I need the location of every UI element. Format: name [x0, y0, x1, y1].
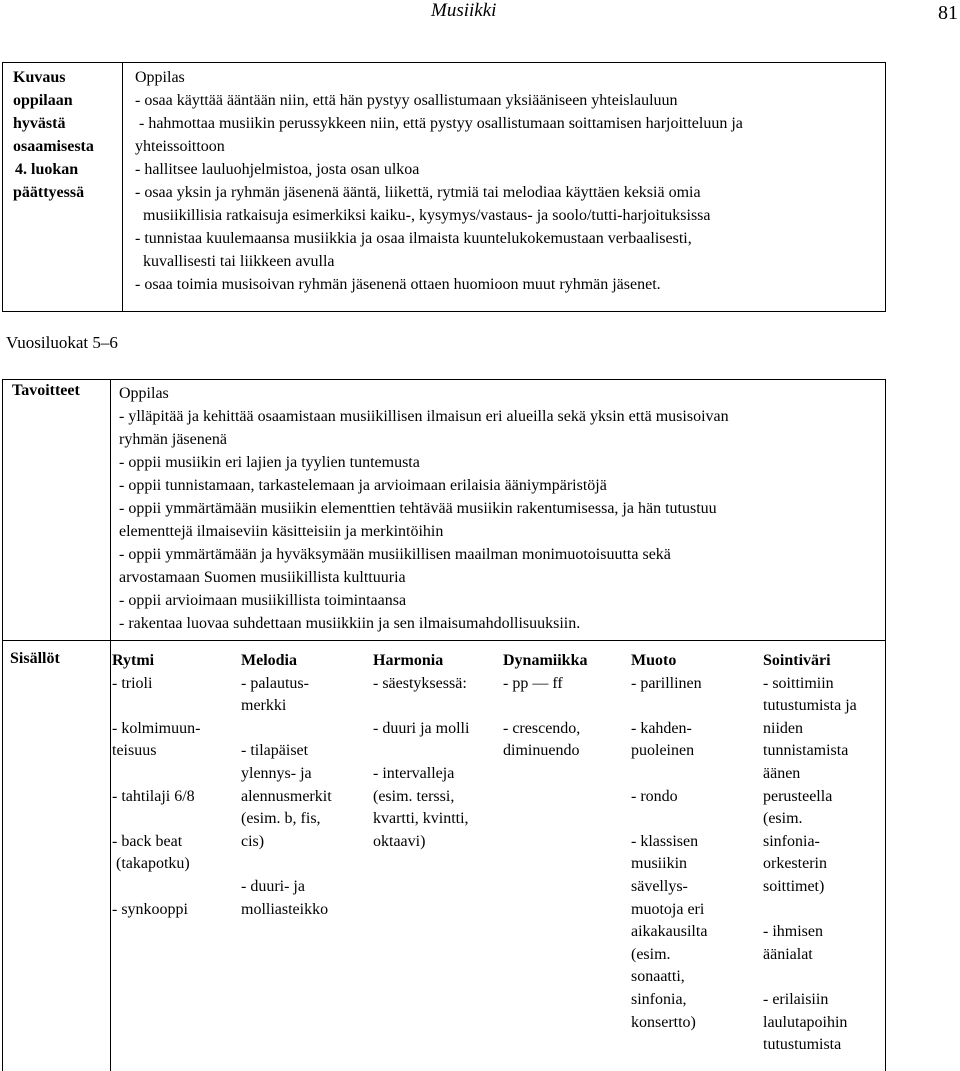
column-item: orkesterin — [763, 855, 827, 873]
column-item: soittimet) — [763, 877, 825, 895]
column-item: muotoja eri — [631, 900, 705, 918]
column-header: Muoto — [631, 652, 677, 669]
goals-line: - oppii arvioimaan musiikillista toimintaansa — [119, 592, 407, 609]
assessment-line: - osaa toimia musisoivan ryhmän jäsenenä ottaen huomioon muut ryhmän jäsenet. — [135, 276, 661, 293]
column-item: - erilaisiin — [763, 990, 829, 1008]
assessment-label-line: 4. luokan — [15, 161, 79, 178]
goals-line: - oppii ymmärtämään ja hyväksymään musiikillisen maailman monimuotoisuutta sekä — [119, 546, 671, 563]
column-item: molliasteikko — [241, 900, 329, 918]
column-item: - klassisen — [631, 832, 699, 850]
column-item: äänialat — [763, 945, 813, 963]
spacer — [241, 718, 332, 741]
column-item: ylennys- ja — [241, 764, 312, 782]
column-item: aikakausilta — [631, 923, 708, 941]
column-item: sonaatti, — [631, 968, 685, 986]
assessment-line: kuvallisesti tai liikkeen avulla — [135, 253, 335, 270]
column-item: sinfonia, — [631, 990, 687, 1008]
column-item: diminuendo — [503, 742, 580, 760]
column-item: (takapotku) — [112, 855, 190, 873]
column-item: - kahden- — [631, 719, 692, 737]
column-item: oktaavi) — [373, 832, 426, 850]
assessment-line: - osaa yksin ja ryhmän jäsenenä ääntä, liikettä, rytmiä tai melodiaa käyttäen keksiä omia — [135, 184, 701, 201]
column-item: (esim. — [763, 810, 803, 828]
assessment-table — [2, 62, 886, 312]
column-item: - intervalleja — [373, 764, 455, 782]
column-item: - palautus- — [241, 674, 309, 692]
column-header: Harmonia — [373, 652, 444, 669]
assessment-divider — [122, 63, 123, 311]
goals-line: - oppii ymmärtämään musiikin elementtien tehtävää musiikin rakentumisessa, ja hän tutustuu — [119, 500, 717, 517]
column-item: niiden — [763, 719, 803, 737]
column-item: merkki — [241, 697, 287, 715]
assessment-line: musiikillisia ratkaisuja esimerkiksi kaiku-, kysymys/vastaus- ja soolo/tutti-harjoituksissa — [135, 207, 711, 224]
contents-column-muoto — [631, 650, 707, 1034]
column-item: - trioli — [112, 674, 153, 692]
column-item: tutustumista ja — [763, 697, 857, 715]
assessment-line: yhteissoittoon — [135, 138, 225, 155]
spacer — [241, 853, 332, 876]
contents-label: Sisällöt — [10, 650, 60, 667]
spacer — [112, 695, 200, 718]
spacer — [112, 763, 200, 786]
spacer — [763, 899, 857, 922]
column-item: (esim. — [631, 945, 671, 963]
column-item: musiikin — [631, 855, 688, 873]
section-title: Vuosiluokat 5–6 — [6, 333, 118, 352]
contents-column-melodia — [241, 650, 332, 921]
column-item: - ihmisen — [763, 923, 823, 941]
goals-line: - rakentaa luovaa suhdettaan musiikkiin ja sen ilmaisumahdollisuuksiin. — [119, 615, 581, 632]
assessment-label-line: päättyessä — [13, 184, 85, 201]
spacer — [631, 763, 707, 786]
page-number: 81 — [938, 2, 958, 24]
assessment-line: - osaa käyttää ääntään niin, että hän pystyy osallistumaan yksiääniseen yhteislauluun — [135, 92, 678, 109]
column-item: - tilapäiset — [241, 742, 309, 760]
goals-line: - oppii musiikin eri lajien ja tyylien tuntemusta — [119, 454, 420, 471]
spacer — [503, 695, 587, 718]
contents-column-dynamiikka — [503, 650, 587, 763]
spacer — [373, 695, 469, 718]
column-item: konsertto) — [631, 1013, 696, 1031]
column-header: Rytmi — [112, 652, 155, 669]
column-item: sävellys- — [631, 877, 688, 895]
goals-label: Tavoitteet — [12, 382, 80, 399]
spacer — [631, 695, 707, 718]
column-item: - duuri ja molli — [373, 719, 470, 737]
goals-line: Oppilas — [119, 385, 169, 402]
assessment-label-line: oppilaan — [13, 92, 73, 109]
column-item: - crescendo, — [503, 719, 581, 737]
goals-line: arvostamaan Suomen musiikillista kulttuuria — [119, 569, 406, 586]
assessment-label-line: hyvästä — [13, 115, 66, 132]
column-item: cis) — [241, 832, 265, 850]
goals-divider — [110, 380, 111, 1071]
column-item: - synkooppi — [112, 900, 188, 918]
column-item: tunnistamista — [763, 742, 849, 760]
curriculum-table — [2, 379, 886, 1071]
spacer — [631, 808, 707, 831]
column-item: - tahtilaji 6/8 — [112, 787, 195, 805]
assessment-label-line: Kuvaus — [13, 69, 66, 86]
column-header: Sointiväri — [763, 652, 831, 669]
column-item: teisuus — [112, 742, 157, 760]
contents-column-sointiväri — [763, 650, 857, 1057]
spacer — [112, 876, 200, 899]
column-item: äänen — [763, 764, 801, 782]
assessment-line: - tunnistaa kuulemaansa musiikkia ja osaa ilmaista kuuntelukokemustaan verbaalisesti, — [135, 230, 692, 247]
column-header: Melodia — [241, 652, 297, 669]
spacer — [373, 740, 469, 763]
assessment-label — [13, 66, 121, 204]
column-item: - soittimiin — [763, 674, 834, 692]
column-item: - duuri- ja — [241, 877, 305, 895]
row-divider — [3, 640, 885, 641]
column-header: Dynamiikka — [503, 652, 588, 669]
page-header-title: Musiikki — [431, 0, 497, 21]
column-item: perusteella — [763, 787, 833, 805]
spacer — [112, 808, 200, 831]
contents-column-harmonia — [373, 650, 469, 853]
column-item: - rondo — [631, 787, 678, 805]
column-item: - parillinen — [631, 674, 702, 692]
column-item: - säestyksessä: — [373, 674, 467, 692]
contents-column-rytmi — [112, 650, 200, 921]
column-item: (esim. terssi, — [373, 787, 455, 805]
column-item: laulutapoihin — [763, 1013, 848, 1031]
column-item: - back beat — [112, 832, 183, 850]
assessment-content — [135, 66, 883, 296]
column-item: kvartti, kvintti, — [373, 810, 469, 828]
goals-line: ryhmän jäsenenä — [119, 431, 227, 448]
goals-line: - ylläpitää ja kehittää osaamistaan musiikillisen ilmaisun eri alueilla sekä yksin että musisoivan — [119, 408, 729, 425]
assessment-label-line: osaamisesta — [13, 138, 94, 155]
column-item: alennusmerkit — [241, 787, 332, 805]
column-item: tutustumista — [763, 1036, 842, 1054]
assessment-line: Oppilas — [135, 69, 185, 86]
goals-line: - oppii tunnistamaan, tarkastelemaan ja arvioimaan erilaisia ääniympäristöjä — [119, 477, 607, 494]
assessment-line: - hallitsee lauluohjelmistoa, josta osan ulkoa — [135, 161, 420, 178]
goals-content — [119, 382, 879, 635]
spacer — [763, 966, 857, 989]
column-item: - pp — ff — [503, 674, 563, 692]
column-item: - kolmimuun- — [112, 719, 201, 737]
goals-line: elementtejä ilmaiseviin käsitteisiin ja merkintöihin — [119, 523, 444, 540]
assessment-line: - hahmottaa musiikin perussykkeen niin, että pystyy osallistumaan soittamisen harjoitteluun ja — [135, 115, 743, 132]
column-item: puoleinen — [631, 742, 695, 760]
column-item: sinfonia- — [763, 832, 820, 850]
column-item: (esim. b, fis, — [241, 810, 321, 828]
